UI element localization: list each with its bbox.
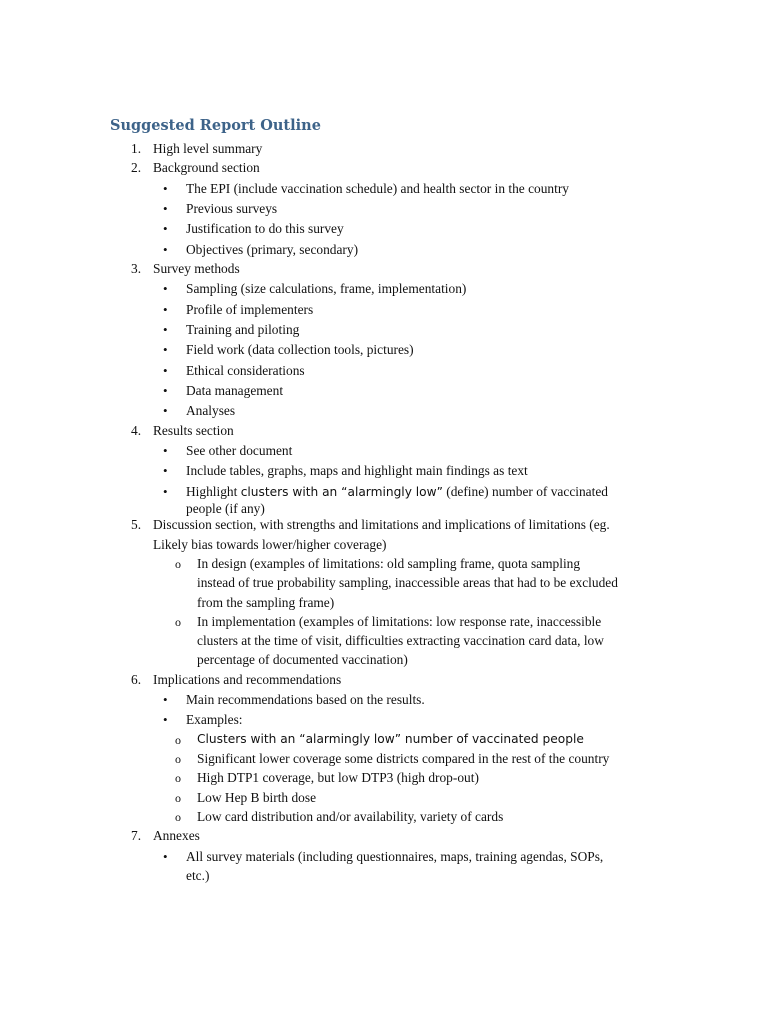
page-title: Suggested Report Outline — [110, 117, 321, 134]
list-item: Significant lower coverage some districts compared in the rest of the country — [197, 751, 610, 766]
list-item-continuation: etc.) — [186, 868, 210, 883]
circle-bullet-icon: o — [175, 771, 181, 785]
list-item: Profile of implementers — [186, 302, 314, 317]
list-item: See other document — [186, 443, 293, 458]
list-item: In implementation (examples of limitations: low response rate, inaccessible — [197, 614, 602, 629]
list-item: The EPI (include vaccination schedule) and health sector in the country — [186, 181, 569, 196]
bullet-icon: • — [163, 363, 168, 378]
list-item: Discussion section, with strengths and limitations and implications of limitations (eg. — [153, 517, 610, 532]
list-item: Ethical considerations — [186, 363, 305, 378]
list-number: 3. — [131, 261, 142, 276]
list-item: Survey methods — [153, 261, 240, 276]
bullet-icon: • — [163, 302, 168, 317]
list-item: Results section — [153, 423, 234, 438]
list-item-continuation: instead of true probability sampling, inaccessible areas that had to be excluded — [197, 575, 618, 590]
list-item-continuation: Likely bias towards lower/higher coverage) — [153, 537, 387, 552]
bullet-icon: • — [163, 322, 168, 337]
list-item: Previous surveys — [186, 201, 278, 216]
bullet-icon: • — [163, 281, 168, 296]
list-item-continuation: percentage of documented vaccination) — [197, 652, 408, 667]
list-item: Analyses — [186, 403, 236, 418]
circle-bullet-icon: o — [175, 810, 181, 824]
list-item: Sampling (size calculations, frame, implementation) — [186, 281, 467, 296]
list-item-text: (define) number of vaccinated — [442, 484, 608, 499]
list-item: Field work (data collection tools, pictures) — [186, 342, 414, 357]
list-item: Low Hep B birth dose — [197, 790, 317, 805]
bullet-icon: • — [163, 712, 168, 727]
bullet-icon: • — [163, 443, 168, 458]
circle-bullet-icon: o — [175, 791, 181, 805]
list-item: In design (examples of limitations: old sampling frame, quota sampling — [197, 556, 581, 571]
list-item: Examples: — [186, 712, 243, 727]
bullet-icon: • — [163, 403, 168, 418]
bullet-icon: • — [163, 692, 168, 707]
circle-bullet-icon: o — [175, 557, 181, 571]
bullet-icon: • — [163, 342, 168, 357]
list-number: 2. — [131, 160, 142, 175]
list-item-text: clusters with an “alarmingly low” — [240, 485, 443, 499]
list-item: All survey materials (including questionnaires, maps, training agendas, SOPs, — [186, 849, 604, 864]
list-item: Background section — [153, 160, 260, 175]
list-item: Training and piloting — [186, 322, 300, 337]
list-number: 5. — [131, 517, 142, 532]
list-item-continuation: from the sampling frame) — [197, 595, 335, 610]
bullet-icon: • — [163, 849, 168, 864]
list-item: Data management — [186, 383, 284, 398]
list-item: Implications and recommendations — [153, 672, 342, 687]
list-item-continuation: people (if any) — [186, 501, 265, 516]
list-item: Annexes — [153, 828, 200, 843]
list-item: High level summary — [153, 141, 263, 156]
circle-bullet-icon: o — [175, 733, 181, 747]
list-item: Objectives (primary, secondary) — [186, 242, 359, 257]
bullet-icon: • — [163, 383, 168, 398]
list-item: Main recommendations based on the results. — [186, 692, 425, 707]
list-item-text: Highlight — [186, 484, 241, 499]
list-item: High DTP1 coverage, but low DTP3 (high drop-out) — [197, 770, 479, 785]
list-item: Clusters with an “alarmingly low” number of vaccinated people — [197, 732, 584, 746]
circle-bullet-icon: o — [175, 615, 181, 629]
list-number: 1. — [131, 141, 142, 156]
list-item: Justification to do this survey — [186, 221, 344, 236]
list-item-continuation: clusters at the time of visit, difficulties extracting vaccination card data, low — [197, 633, 604, 648]
bullet-icon: • — [163, 221, 168, 236]
list-item: Low card distribution and/or availability, variety of cards — [197, 809, 504, 824]
bullet-icon: • — [163, 484, 168, 499]
bullet-icon: • — [163, 463, 168, 478]
bullet-icon: • — [163, 201, 168, 216]
list-number: 4. — [131, 423, 142, 438]
list-number: 7. — [131, 828, 142, 843]
bullet-icon: • — [163, 181, 168, 196]
list-number: 6. — [131, 672, 142, 687]
bullet-icon: • — [163, 242, 168, 257]
list-item: Include tables, graphs, maps and highlight main findings as text — [186, 463, 528, 478]
circle-bullet-icon: o — [175, 752, 181, 766]
